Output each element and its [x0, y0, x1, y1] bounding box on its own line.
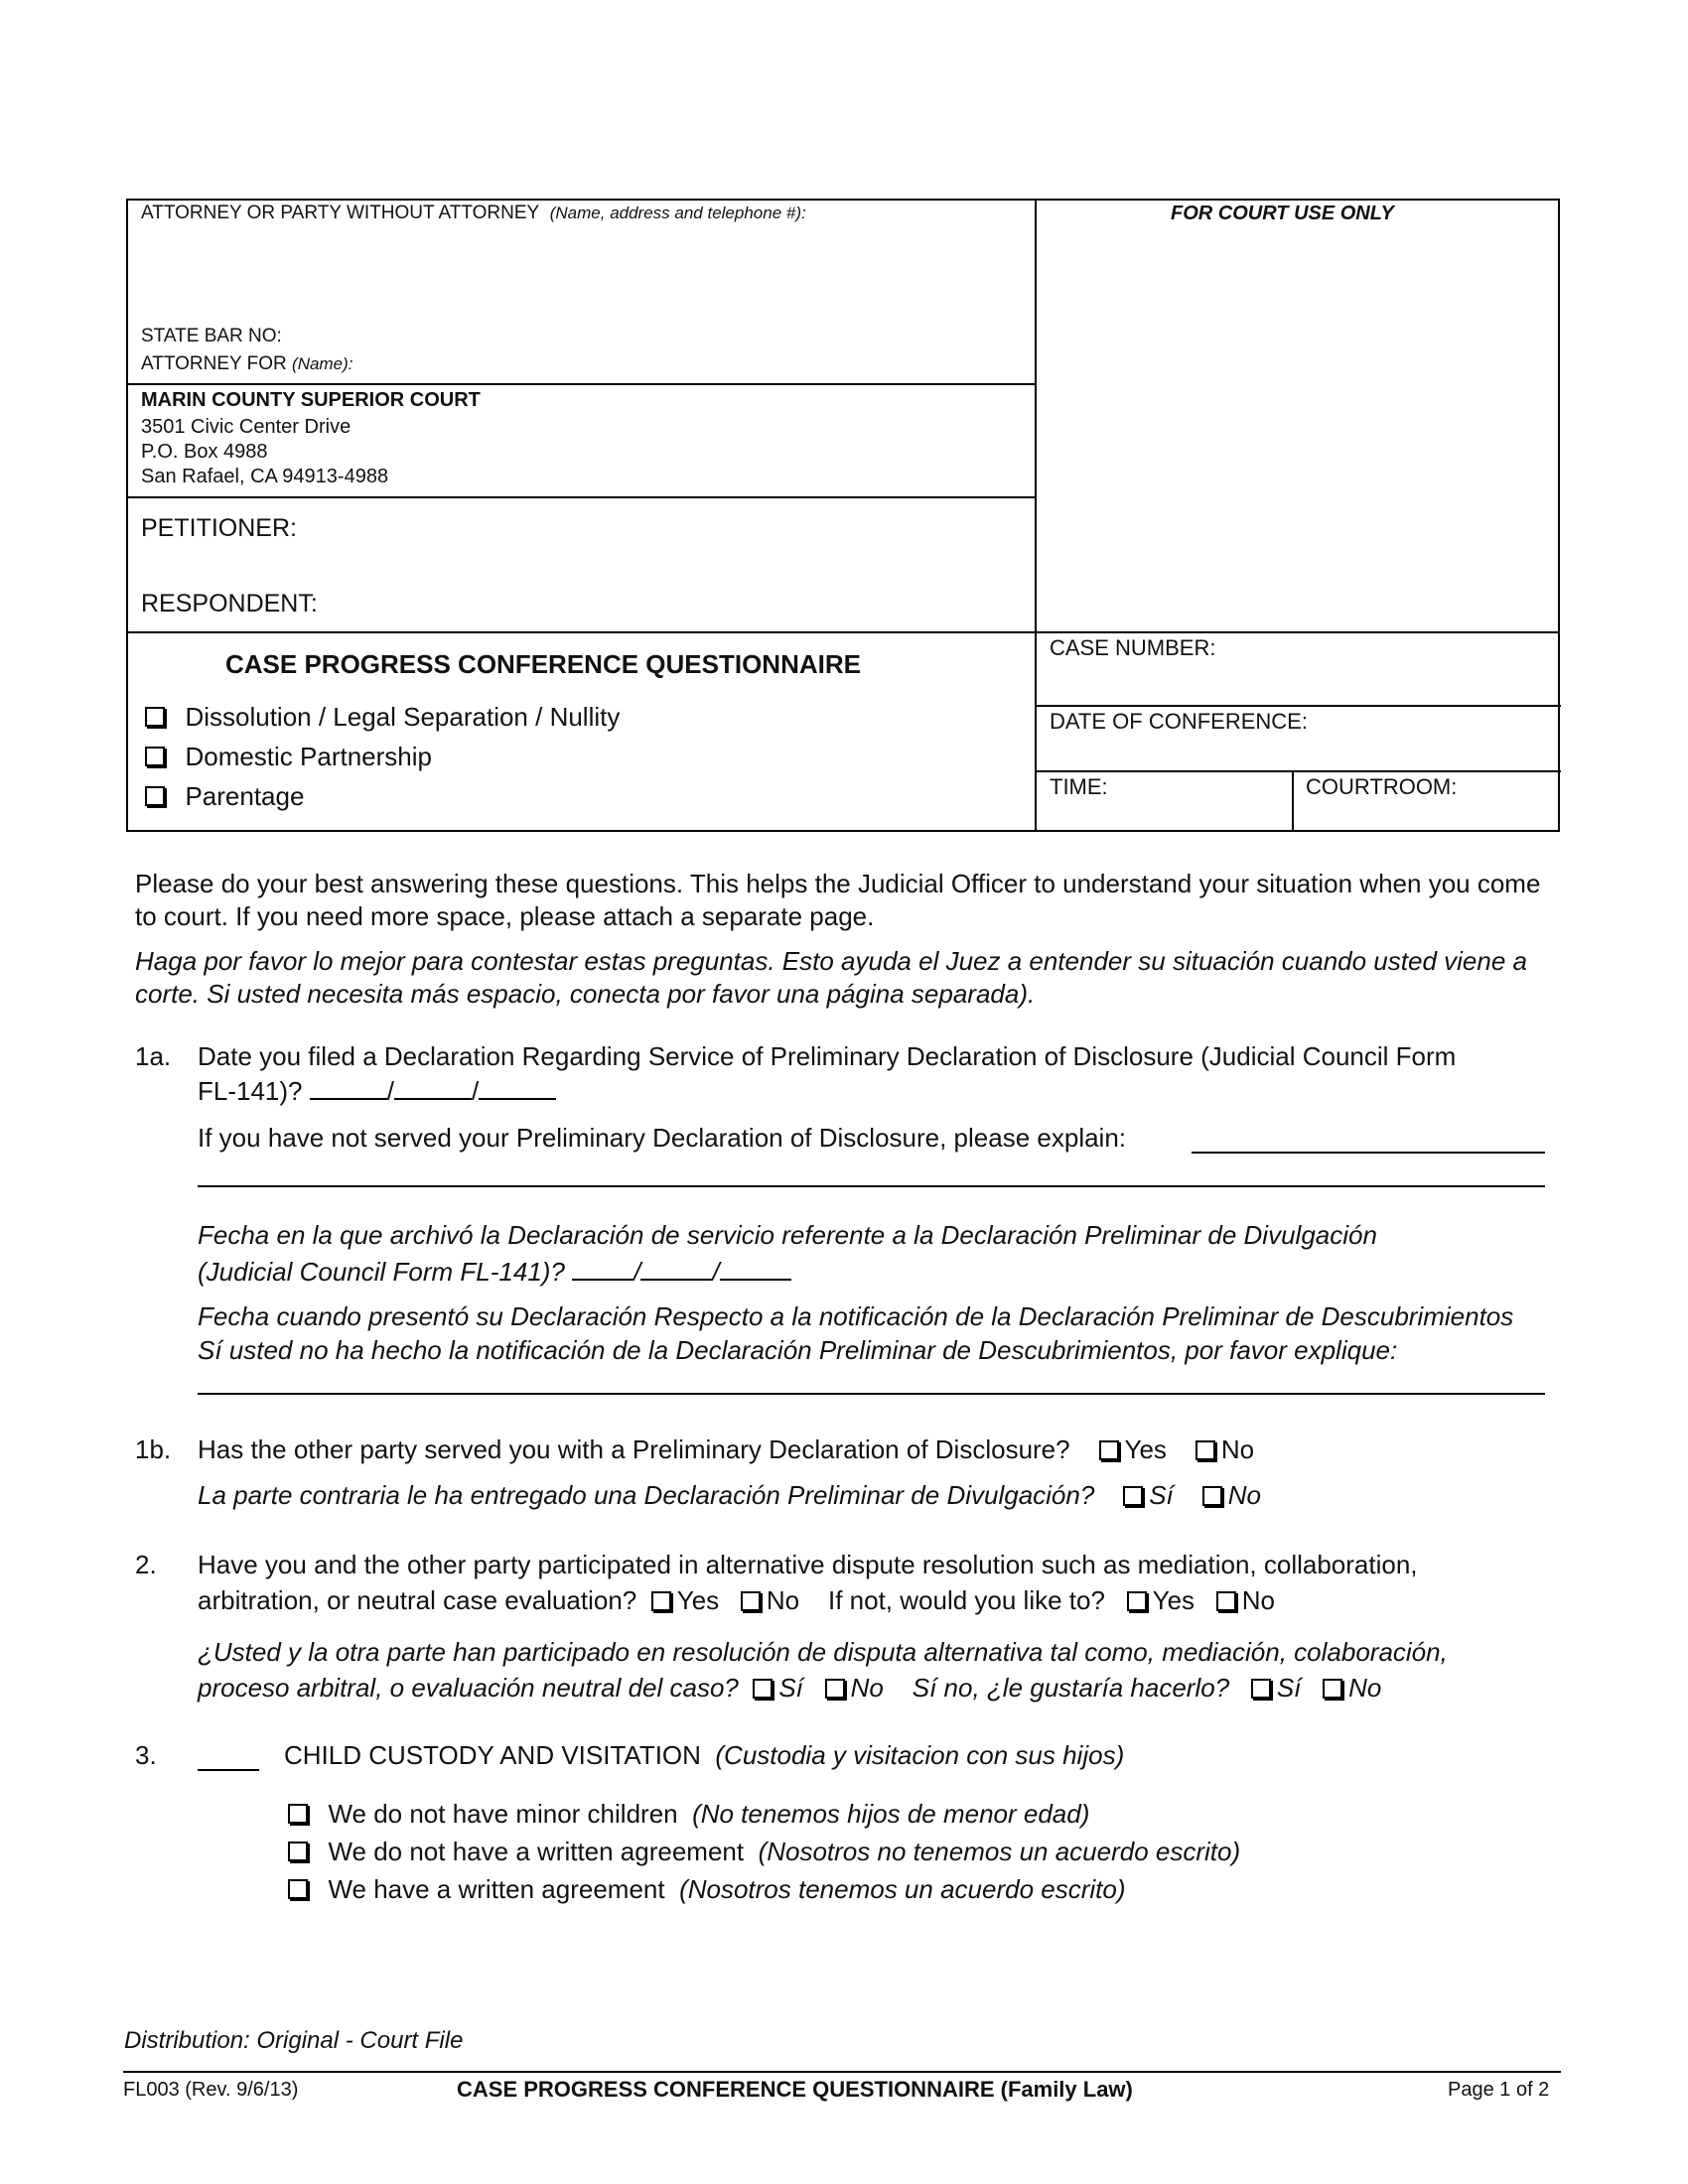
q2-followup-no-es-checkbox[interactable]	[1323, 1679, 1342, 1699]
es-date-day-blank[interactable]	[640, 1255, 712, 1281]
q1b-si-checkbox[interactable]	[1123, 1486, 1143, 1506]
form-title: CASE PROGRESS CONFERENCE QUESTIONNAIRE	[225, 649, 861, 679]
q1a-es-line2: (Judicial Council Form FL-141)? / /	[198, 1255, 791, 1289]
state-bar-label: STATE BAR NO:	[141, 326, 282, 346]
q1a-number: 1a.	[135, 1041, 172, 1071]
q3-title: CHILD CUSTODY AND VISITATION (Custodia y visitacion con sus hijos)	[284, 1740, 1125, 1770]
q1b-question-es: La parte contraria le ha entregado una Declaración Preliminar de Divulgación? Sí No	[198, 1480, 1261, 1510]
q2-no-es-checkbox[interactable]	[825, 1679, 845, 1699]
q3-option[interactable]: We do not have minor children (No tenemos hijos de menor edad)	[288, 1795, 1240, 1833]
footer-title: CASE PROGRESS CONFERENCE QUESTIONNAIRE (Family Law)	[457, 2077, 1133, 2102]
q1a-es-line3: Fecha cuando presentó su Declaración Respecto a la notificación de la Declaración Preliminar de Descubrimientos	[198, 1301, 1514, 1331]
q2-followup-yes-checkbox[interactable]	[1127, 1591, 1147, 1611]
checkbox[interactable]	[288, 1842, 308, 1861]
distribution-note: Distribution: Original - Court File	[124, 2027, 464, 2054]
checkbox[interactable]	[288, 1804, 308, 1824]
form-id: FL003 (Rev. 9/6/13)	[123, 2079, 299, 2101]
q1b-number: 1b.	[135, 1434, 172, 1464]
q2-yes-checkbox[interactable]	[651, 1591, 671, 1611]
q1b-question: Has the other party served you with a Preliminary Declaration of Disclosure? Yes No	[198, 1434, 1255, 1464]
q2-es-line1: ¿Usted y la otra parte han participado en resolución de disputa alternativa tal como, mediación, colaboración,	[198, 1637, 1448, 1667]
checkbox[interactable]	[145, 747, 165, 766]
q3-options	[288, 1795, 1240, 1908]
q3-option[interactable]: We do not have a written agreement (Nosotros no tenemos un acuerdo escrito)	[288, 1833, 1240, 1870]
q1a-explain-blank[interactable]	[1192, 1152, 1545, 1154]
case-type-option[interactable]: Domestic Partnership	[145, 737, 620, 776]
q1a-line2: FL-141)? / /	[198, 1074, 556, 1108]
q2-number: 2.	[135, 1550, 157, 1579]
q2-line1: Have you and the other party participated in alternative dispute resolution such as mediation, collaboration,	[198, 1550, 1418, 1579]
q1a-explain: If you have not served your Preliminary Declaration of Disclosure, please explain:	[198, 1123, 1127, 1153]
q1b-yes-checkbox[interactable]	[1099, 1440, 1119, 1460]
q3-blank[interactable]	[198, 1769, 259, 1771]
q2-es-line2: proceso arbitral, o evaluación neutral del caso? Sí No Sí no, ¿le gustaría hacerlo? Sí No	[198, 1673, 1382, 1703]
date-month-blank[interactable]	[310, 1074, 387, 1100]
footer-rule	[123, 2071, 1561, 2073]
court-address: 3501 Civic Center Drive P.O. Box 4988 San Rafael, CA 94913-4988	[141, 416, 389, 487]
attorney-for-label: ATTORNEY FOR (Name):	[141, 353, 353, 374]
court-name: MARIN COUNTY SUPERIOR COURT	[141, 389, 481, 411]
time-label: TIME:	[1050, 774, 1108, 799]
q2-followup-si-checkbox[interactable]	[1251, 1679, 1271, 1699]
petitioner-label: PETITIONER:	[141, 514, 297, 542]
checkbox[interactable]	[145, 786, 165, 806]
q2-si-checkbox[interactable]	[753, 1679, 773, 1699]
case-type-list	[145, 697, 620, 816]
case-type-option[interactable]: Parentage	[145, 776, 620, 816]
attorney-label: ATTORNEY OR PARTY WITHOUT ATTORNEY (Name, address and telephone #):	[141, 203, 806, 223]
q2-followup-no-checkbox[interactable]	[1216, 1591, 1236, 1611]
case-number-label: CASE NUMBER:	[1050, 635, 1216, 660]
date-of-conference-label: DATE OF CONFERENCE:	[1050, 709, 1308, 734]
court-use-label: FOR COURT USE ONLY	[1171, 203, 1394, 224]
q1a-es-explain-line[interactable]	[198, 1393, 1545, 1395]
date-day-blank[interactable]	[394, 1074, 472, 1100]
q2-line2: arbitration, or neutral case evaluation? Yes No If not, would you like to? Yes No	[198, 1585, 1275, 1615]
q1b-no-es-checkbox[interactable]	[1202, 1486, 1222, 1506]
q1b-no-checkbox[interactable]	[1196, 1440, 1215, 1460]
q2-no-checkbox[interactable]	[741, 1591, 761, 1611]
q1a-explain-line[interactable]	[198, 1185, 1545, 1187]
checkbox[interactable]	[288, 1879, 308, 1899]
courtroom-label: COURTROOM:	[1306, 774, 1458, 799]
intro-spanish: Haga por favor lo mejor para contestar estas preguntas. Esto ayuda el Juez a entender su situación cuando usted viene a corte. Si usted necesita más espacio, conecta por favor una página separada).	[135, 946, 1527, 1009]
q1a-es-line4: Sí usted no ha hecho la notificación de la Declaración Preliminar de Descubrimientos, por favor explique:	[198, 1335, 1398, 1365]
intro-english: Please do your best answering these questions. This helps the Judicial Officer to understand your situation when you come to court. If you need more space, please attach a separate page.	[135, 869, 1541, 931]
respondent-label: RESPONDENT:	[141, 590, 318, 617]
es-date-year-blank[interactable]	[720, 1255, 791, 1281]
q3-option[interactable]: We have a written agreement (Nosotros tenemos un acuerdo escrito)	[288, 1870, 1240, 1908]
q3-number: 3.	[135, 1740, 157, 1770]
caption-box	[126, 199, 1560, 832]
es-date-month-blank[interactable]	[572, 1255, 633, 1281]
page-number: Page 1 of 2	[1448, 2079, 1550, 2101]
checkbox[interactable]	[145, 707, 165, 727]
case-type-option[interactable]: Dissolution / Legal Separation / Nullity	[145, 697, 620, 737]
q1a-line1: Date you filed a Declaration Regarding Service of Preliminary Declaration of Disclosure (Judicial Council Form	[198, 1041, 1457, 1071]
date-year-blank[interactable]	[479, 1074, 556, 1100]
q1a-es-line1: Fecha en la que archivó la Declaración de servicio referente a la Declaración Preliminar de Divulgación	[198, 1220, 1377, 1250]
